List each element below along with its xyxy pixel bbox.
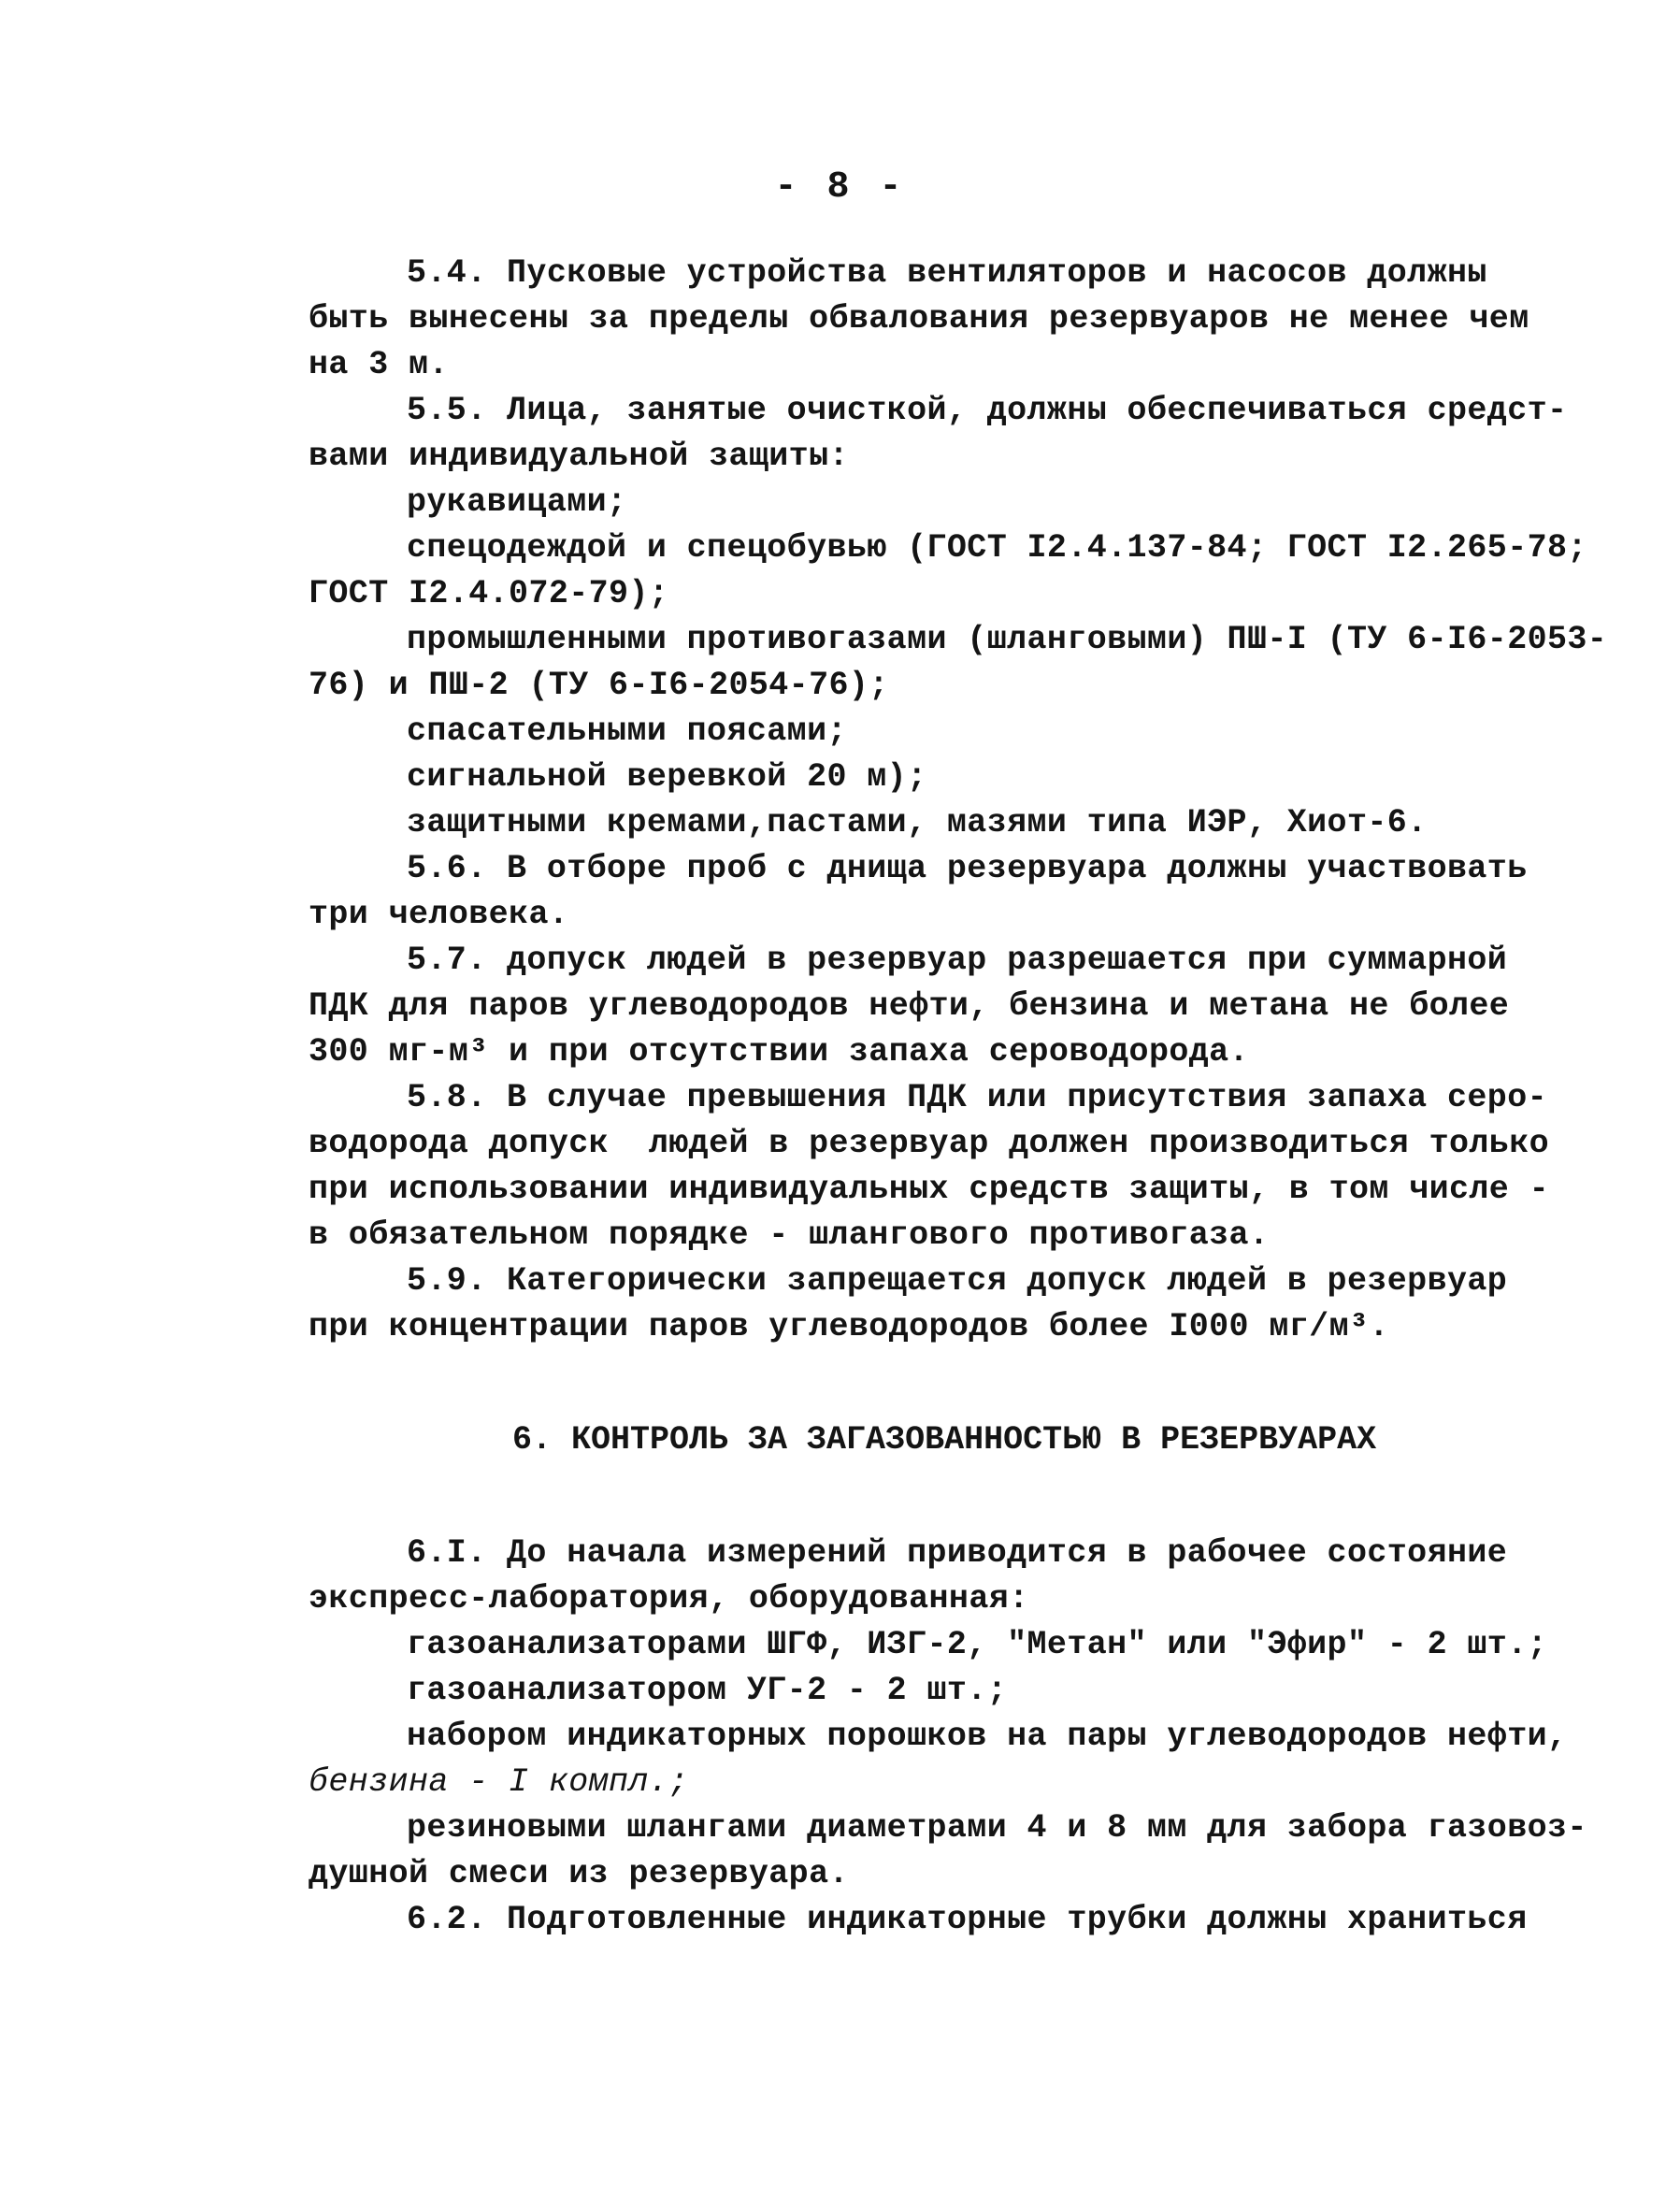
- text-line: сигнальной веревкой 20 м);: [407, 758, 927, 796]
- text-line: вами индивидуальной защиты:: [309, 438, 849, 475]
- document-body: [309, 251, 1608, 1943]
- text-line: резиновыми шлангами диаметрами 4 и 8 мм для забора газовоз-: [407, 1809, 1587, 1847]
- text-line: водорода допуск людей в резервуар должен производиться только: [309, 1125, 1550, 1162]
- text-line: защитными кремами,пастами, мазями типа ИЭР, Хиот-6.: [407, 804, 1428, 841]
- text-line: экспресс-лаборатория, оборудованная:: [309, 1580, 1029, 1618]
- text-line: ПДК для паров углеводородов нефти, бензина и метана не более: [309, 987, 1510, 1025]
- text-line: три человека.: [309, 896, 569, 933]
- text-line: при концентрации паров углеводородов более I000 мг/м³.: [309, 1308, 1389, 1345]
- section-heading: 6. КОНТРОЛЬ ЗА ЗАГАЗОВАННОСТЬЮ В РЕЗЕРВУАРАХ: [512, 1421, 1377, 1459]
- page-number: - 8 -: [774, 166, 906, 208]
- text-line: 5.9. Категорически запрещается допуск людей в резервуар: [407, 1262, 1508, 1300]
- text-line: в обязательном порядке - шлангового противогаза.: [309, 1216, 1270, 1254]
- text-line: душной смеси из резервуара.: [309, 1855, 849, 1892]
- text-line: бензина - I компл.;: [309, 1763, 689, 1801]
- text-line: 300 мг-м³ и при отсутствии запаха сероводорода.: [309, 1033, 1249, 1071]
- text-line: 5.4. Пусковые устройства вентиляторов и насосов должны: [407, 254, 1487, 292]
- text-line: набором индикаторных порошков на пары углеводородов нефти,: [407, 1718, 1568, 1755]
- text-line: газоанализатором УГ-2 - 2 шт.;: [407, 1672, 1008, 1709]
- text-line: 76) и ПШ-2 (ТУ 6-I6-2054-76);: [309, 667, 889, 704]
- text-line: промышленными противогазами (шланговыми) ПШ-I (ТУ 6-I6-2053-: [407, 621, 1608, 658]
- text-line: 5.7. допуск людей в резервуар разрешается при суммарной: [407, 942, 1508, 979]
- text-line: спасательными поясами;: [407, 712, 847, 750]
- text-block-section-5: [309, 251, 1608, 1350]
- text-line: газоанализаторами ШГФ, ИЗГ-2, "Метан" или "Эфир" - 2 шт.;: [407, 1626, 1547, 1663]
- text-line: 6.I. До начала измерений приводится в рабочее состояние: [407, 1534, 1508, 1572]
- text-line: 5.6. В отборе проб с днища резервуара должны участвовать: [407, 850, 1528, 887]
- text-line: быть вынесены за пределы обвалования резервуаров не менее чем: [309, 300, 1529, 338]
- text-line: спецодеждой и спецобувью (ГОСТ I2.4.137-84; ГОСТ I2.265-78;: [407, 529, 1587, 567]
- text-line: при использовании индивидуальных средств защиты, в том числе -: [309, 1171, 1550, 1208]
- text-line: рукавицами;: [407, 483, 627, 521]
- text-line: на 3 м.: [309, 346, 449, 383]
- text-block-section-6: [309, 1531, 1587, 1943]
- text-line: 5.8. В случае превышения ПДК или присутствия запаха серо-: [407, 1079, 1547, 1116]
- text-line: 6.2. Подготовленные индикаторные трубки должны храниться: [407, 1901, 1528, 1938]
- text-line: 5.5. Лица, занятые очисткой, должны обеспечиваться средст-: [407, 392, 1568, 429]
- text-line: ГОСТ I2.4.072-79);: [309, 575, 669, 612]
